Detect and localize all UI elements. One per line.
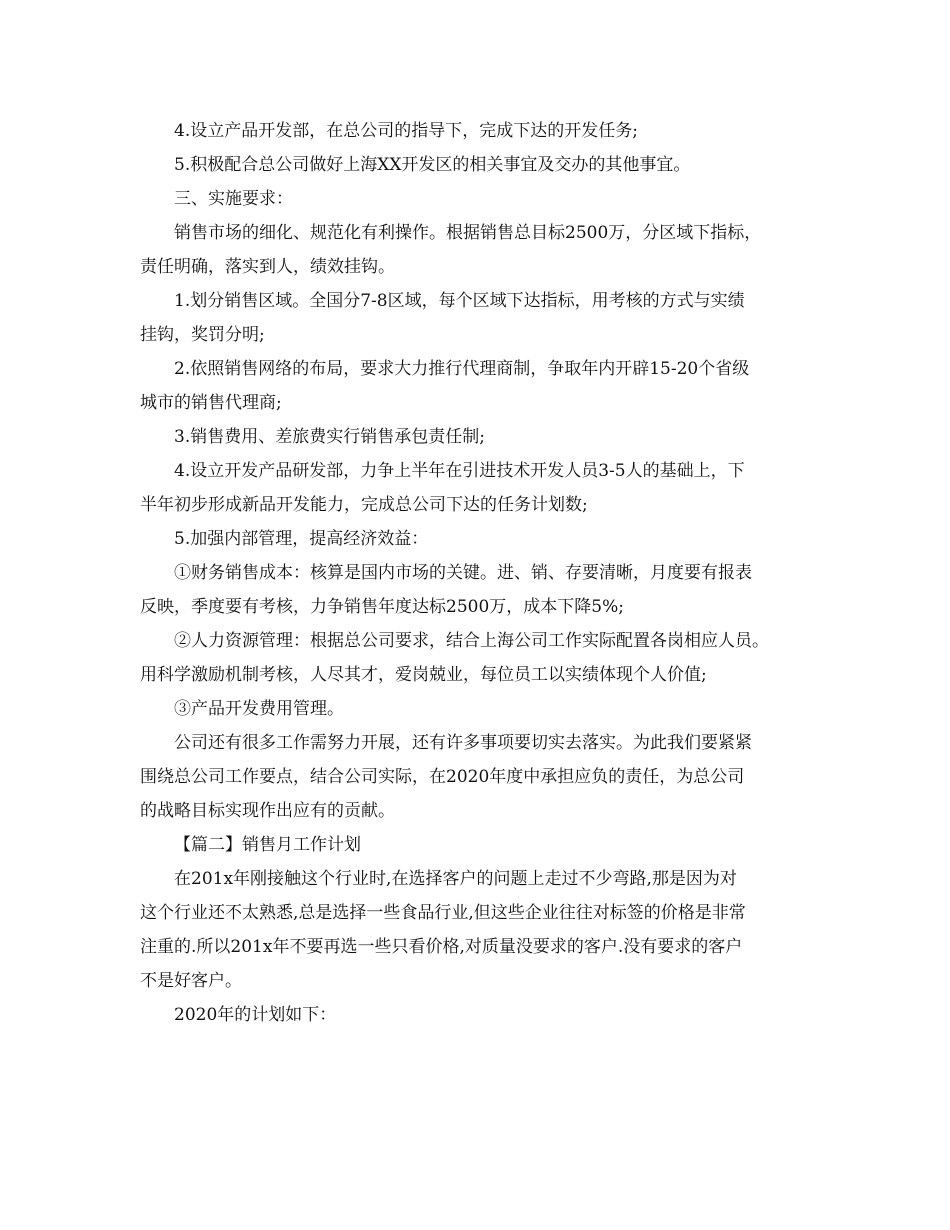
text-line: 注重的.所以201x年不要再选一些只看价格,对质量没要求的客户.没有要求的客户 — [140, 937, 743, 957]
text-line: ①财务销售成本：核算是国内市场的关键。进、销、存要清晰，月度要有报表 — [174, 563, 752, 583]
text-line: ③产品开发费用管理。 — [174, 699, 344, 719]
text-line: 2.依照销售网络的布局，要求大力推行代理商制，争取年内开辟15-20个省级 — [174, 359, 750, 379]
text-line: 不是好客户。 — [140, 971, 242, 991]
text-line: 1.划分销售区域。全国分7-8区域，每个区域下达指标，用考核的方式与实绩 — [174, 291, 745, 311]
text-line: 这个行业还不太熟悉,总是选择一些食品行业,但这些企业往往对标签的价格是非常 — [140, 903, 746, 923]
text-line: 在201x年刚接触这个行业时,在选择客户的问题上走过不少弯路,那是因为对 — [174, 869, 737, 889]
text-line: 5.加强内部管理，提高经济效益： — [174, 529, 429, 549]
text-line: 销售市场的细化、规范化有利操作。根据销售总目标2500万，分区域下指标， — [174, 223, 762, 243]
text-line: 责任明确，落实到人，绩效挂钩。 — [140, 257, 395, 277]
text-line: 挂钩，奖罚分明; — [140, 325, 265, 345]
text-line: 5.积极配合总公司做好上海XX开发区的相关事宜及交办的其他事宜。 — [174, 155, 691, 175]
text-line: 4.设立开发产品研发部，力争上半年在引进技术开发人员3-5人的基础上，下 — [174, 461, 745, 481]
text-line: 反映，季度要有考核，力争销售年度达标2500万，成本下降5%; — [140, 597, 624, 617]
text-line: 城市的销售代理商; — [140, 393, 282, 413]
text-line: 3.销售费用、差旅费实行销售承包责任制; — [174, 427, 485, 447]
text-line: ②人力资源管理：根据总公司要求，结合上海公司工作实际配置各岗相应人员。 — [174, 631, 769, 651]
text-line: 半年初步形成新品开发能力，完成总公司下达的任务计划数; — [140, 495, 588, 515]
document-body — [140, 114, 820, 1032]
text-line: 围绕总公司工作要点，结合公司实际，在2020年度中承担应负的责任，为总公司 — [140, 767, 745, 787]
text-line: 2020年的计划如下： — [174, 1005, 337, 1025]
text-line: 的战略目标实现作出应有的贡献。 — [140, 801, 395, 821]
text-line: 用科学激励机制考核，人尽其才，爱岗兢业，每位员工以实绩体现个人价值; — [140, 665, 707, 685]
section-title: 【篇二】销售月工作计划 — [174, 835, 361, 855]
section-heading: 三、实施要求： — [174, 189, 293, 209]
text-line: 4.设立产品开发部，在总公司的指导下，完成下达的开发任务; — [174, 121, 638, 141]
text-line: 公司还有很多工作需努力开展，还有许多事项要切实去落实。为此我们要紧紧 — [174, 733, 752, 753]
